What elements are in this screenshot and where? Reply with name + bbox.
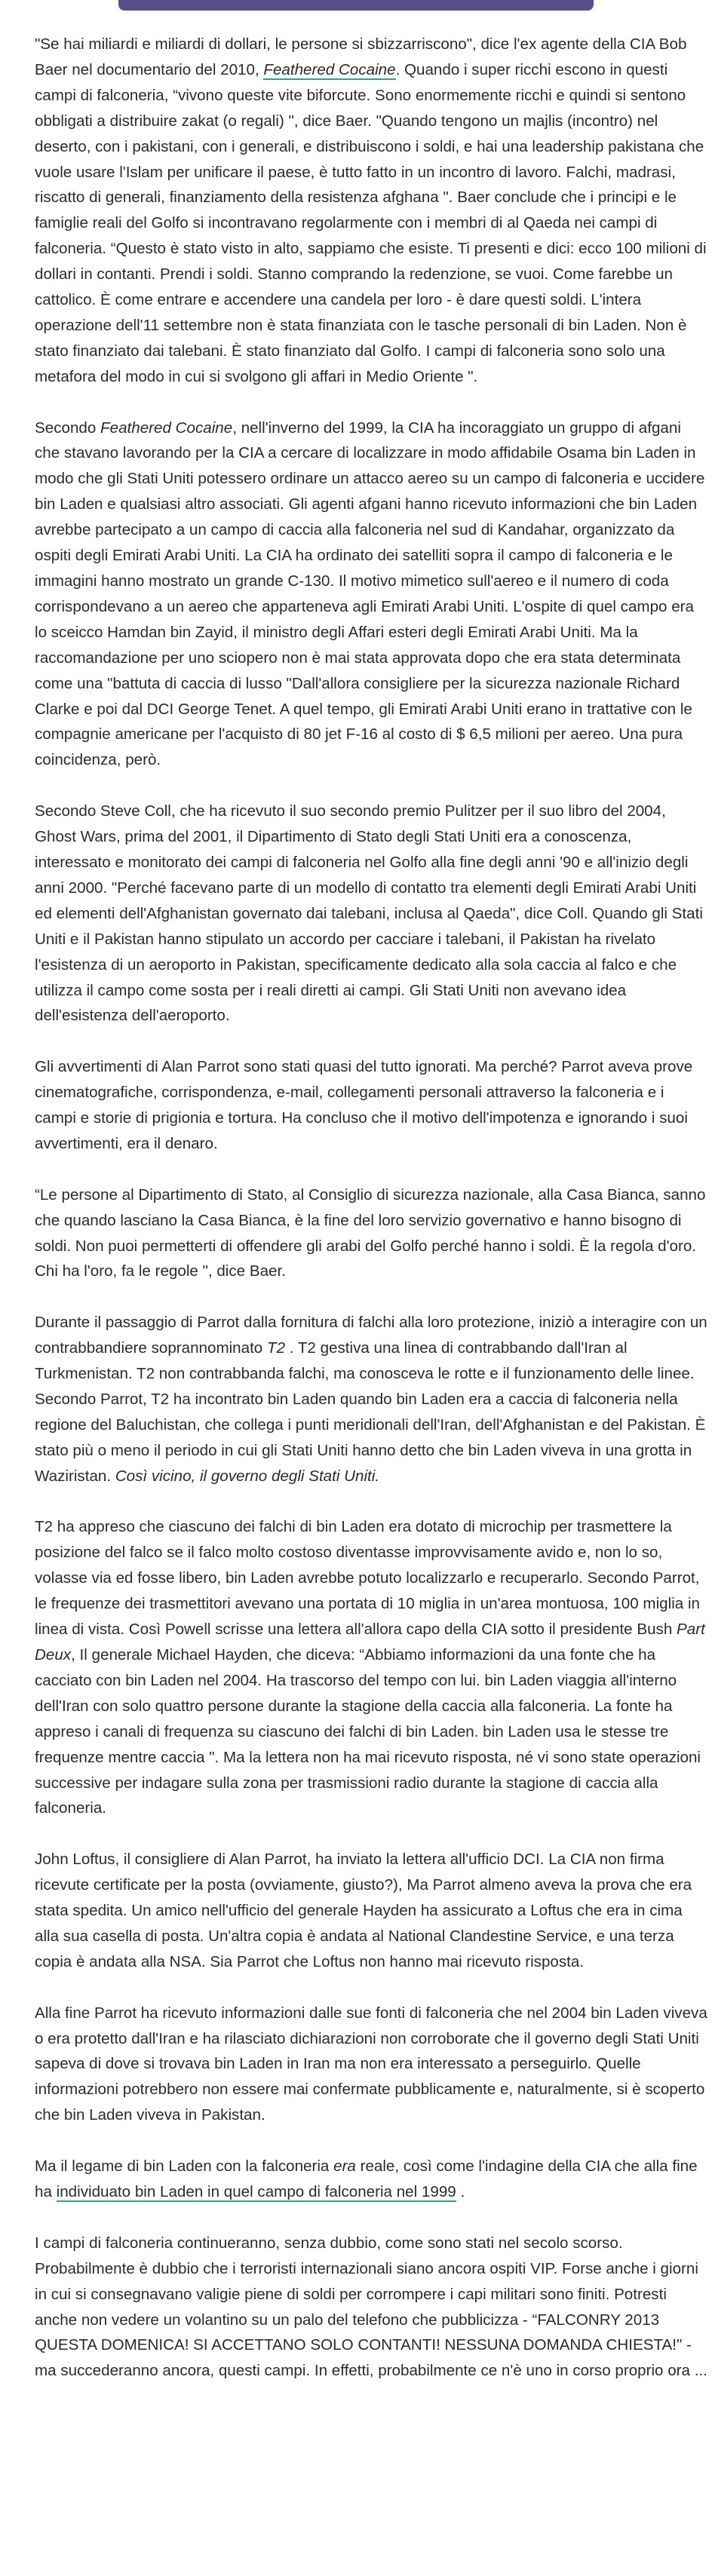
paragraph: John Loftus, il consigliere di Alan Parrot, ha inviato la lettera all'ufficio DCI. La CIA non firma ricevute certificate per la posta (ovviamente, giusto?), Ma Parrot almeno aveva la prova che era stata spedita. Un amico nell'ufficio del generale Hayden ha assicurato a Loftus che era in cima alla sua casella di posta. Un'altra copia è andata al National Clandestine Service, e una terza copia è andata alla NSA. Sia Parrot che Loftus non hanno mai ricevuto risposta. <box>35 1851 692 1970</box>
feathered-cocaine-link[interactable]: Feathered Cocaine <box>263 60 396 78</box>
article-body <box>35 32 707 2384</box>
paragraph: Alla fine Parrot ha ricevuto informazioni dalle sue fonti di falconeria che nel 2004 bin Laden viveva o era protetto dall'Iran e ha rilasciato dichiarazioni non corroborate che il governo degli Stati Uniti sapeva di dove si trovava bin Laden in Iran ma non era interessato a perseguirlo. Quelle informazioni potrebbero non essere mai confermate pubblicamente e, naturalmente, si è scoperto che bin Laden viveva in Pakistan. <box>35 2004 707 2124</box>
paragraph: I campi di falconeria continueranno, senza dubbio, come sono stati nel secolo scorso. Probabilmente è dubbio che i terroristi internazionali siano ancora ospiti VIP. Forse anche i giorni in cui si consegnavano valigie piene di soldi per corrompere i capi militari sono finiti. Potresti anche non vedere un volantino su un palo del telefono che pubblicizza - “FALCONRY 2013 QUESTA DOMENICA! SI ACCETTANO SOLO CONTANTI! NESSUNA DOMANDA CHIESTA!" - ma succederanno ancora, questi campi. In effetti, probabilmente ce n'è uno in corso proprio ora ... <box>35 2234 707 2380</box>
falconry-camp-1999-link[interactable]: individuato bin Laden in quel campo di falconeria nel 1999 <box>56 2182 456 2200</box>
paragraph: Ma il legame di bin Laden con la falconeria era reale, così come l'indagine della CIA che alla fine ha individuato bin Laden in quel campo di falconeria nel 1999 . <box>35 2157 698 2200</box>
paragraph: “Le persone al Dipartimento di Stato, al Consiglio di sicurezza nazionale, alla Casa Bianca, sanno che quando lasciano la Casa Bianca, è la fine del loro servizio governativo e hanno bisogno di soldi. Non puoi permetterti di offendere gli arabi del Golfo perché hanno i soldi. È la regola d'oro. Chi ha l'oro, fa le regole ", dice Baer. <box>35 1185 706 1280</box>
paragraph: T2 ha appreso che ciascuno dei falchi di bin Laden era dotato di microchip per trasmettere la posizione del falco se il falco molto costoso diventasse improvvisamente avido e, non lo so, volasse via ed fosse libero, bin Laden avrebbe potuto localizzarlo e recuperarlo. Secondo Parrot, le frequenze dei trasmettitori avevano una portata di 10 miglia in un'area montuosa, 100 miglia in linea di vista. Così Powell scrisse una lettera all'allora capo della CIA sotto il presidente Bush Part Deux, Il generale Michael Hayden, che diceva: “Abbiamo informazioni da una fonte che ha cacciato con bin Laden nel 2004. Ha trascorso del tempo con lui. bin Laden viaggia all'interno dell'Iran con solo quattro persone durante la stagione della caccia alla falconeria. La fonte ha appreso i canali di frequenza su ciascuno dei falchi di bin Laden. bin Laden usa le stesse tre frequenze mentre caccia ". Ma la lettera non ha mai ricevuto risposta, né vi sono state operazioni successive per indagare sulla zona per trasmissioni radio durante la stagione di caccia alla falconeria. <box>35 1518 705 1817</box>
paragraph: Secondo Feathered Cocaine, nell'inverno del 1999, la CIA ha incoraggiato un gruppo di afgani che stavano lavorando per la CIA a cercare di localizzare in modo affidabile Osama bin Laden in modo che gli Stati Uniti potessero ordinare un attacco aereo su un campo di falconeria e uccidere bin Laden e qualsiasi altro associati. Gli agenti afgani hanno ricevuto informazioni che bin Laden avrebbe partecipato a un campo di caccia alla falconeria nel sud di Kandahar, organizzato da ospiti degli Emirati Arabi Uniti. La CIA ha ordinato dei satelliti sopra il campo di falconeria e le immagini hanno mostrato un grande C-130. Il motivo mimetico sull'aereo e il numero di coda corrispondevano a un aereo che apparteneva agli Emirati Arabi Uniti. L'ospite di quel campo era lo sceicco Hamdan bin Zayid, il ministro degli Affari esteri degli Emirati Arabi Uniti. Ma la raccomandazione per uno sciopero non è mai stata approvata dopo che era stata determinata come una "battuta di caccia di lusso "Dall'allora consigliere per la sicurezza nazionale Richard Clarke e poi dal DCI George Tenet. A quel tempo, gli Emirati Arabi Uniti erano in trattative con le compagnie americane per l'acquisto di 80 jet F-16 al costo di $ 6,5 milioni per aereo. Una pura coincidenza, però. <box>35 419 705 769</box>
paragraph: Durante il passaggio di Parrot dalla fornitura di falchi alla loro protezione, iniziò a interagire con un contrabbandiere soprannominato T2 . T2 gestiva una linea di contrabbando dall'Iran al Turkmenistan. T2 non contrabbanda falchi, ma conosceva le rotte e il funzionamento delle linee. Secondo Parrot, T2 ha incontrato bin Laden quando bin Laden era a caccia di falconeria nella regione del Baluchistan, che collega i punti meridionali dell'Iran, dell'Afghanistan e del Pakistan. È stato più o meno il periodo in cui gli Stati Uniti hanno detto che bin Laden viveva in una grotta in Waziristan. Così vicino, il governo degli Stati Uniti. <box>35 1314 707 1485</box>
paragraph: Secondo Steve Coll, che ha ricevuto il suo secondo premio Pulitzer per il suo libro del 2004, Ghost Wars, prima del 2001, il Dipartimento di Stato degli Stati Uniti era a conoscenza, interessato e monitorato dei campi di falconeria nel Golfo alla fine degli anni '90 e all'inizio degli anni 2000. "Perché facevano parte di un modello di contatto tra elementi degli Emirati Arabi Uniti ed elementi dell'Afghanistan governato dai talebani, inclusa al Qaeda", dice Coll. Quando gli Stati Uniti e il Pakistan hanno stipulato un accordo per cacciare i talebani, il Pakistan ha rivelato l'esistenza di un aeroporto in Pakistan, specificamente dedicato alla sola caccia al falco e che utilizza il campo come sosta per i reali diretti ai campi. Gli Stati Uniti non avevano idea dell'esistenza dell'aeroporto. <box>35 802 703 1025</box>
paragraph: "Se hai miliardi e miliardi di dollari, le persone si sbizzarriscono", dice l'ex agente della CIA Bob Baer nel documentario del 2010, Feathered Cocaine. Quando i super ricchi escono in questi campi di falconeria, “vivono queste vite biforcute. Sono enormemente ricchi e quindi si sentono obbligati a distribuire zakat (o regali) ", dice Baer. "Quando tengono un majlis (incontro) nel deserto, con i pakistani, con i generali, e distribuiscono i soldi, e hai una leadership pakistana che vuole usare l'Islam per unificare il paese, è tutto fatto in un incontro di lavoro. Falchi, madrasi, riscatto di generali, finanziamento della resistenza afghana ". Baer conclude che i principi e le famiglie reali del Golfo si incontravano regolarmente con i membri di al Qaeda nei campi di falconeria. “Questo è stato visto in alto, sappiamo che esiste. Ti presenti e dici: ecco 100 milioni di dollari in contanti. Prendi i soldi. Stanno comprando la redenzione, se vuoi. Come farebbe un cattolico. È come entrare e accendere una candela per loro - è dare questi soldi. L'intera operazione dell'11 settembre non è stata finanziata con le tasche personali di bin Laden. Non è stato finanziato dai talebani. È stato finanziato dal Golfo. I campi di falconeria sono solo una metafora del modo in cui si svolgono gli affari in Medio Oriente ". <box>35 35 707 385</box>
paragraph: Gli avvertimenti di Alan Parrot sono stati quasi del tutto ignorati. Ma perché? Parrot aveva prove cinematografiche, corrispondenza, e-mail, collegamenti personali attraverso la falconeria e i campi e storie di prigionia e tortura. Ha concluso che il motivo dell'impotenza e ignorando i suoi avvertimenti, era il denaro. <box>35 1058 693 1152</box>
header-image-strip <box>118 0 594 11</box>
